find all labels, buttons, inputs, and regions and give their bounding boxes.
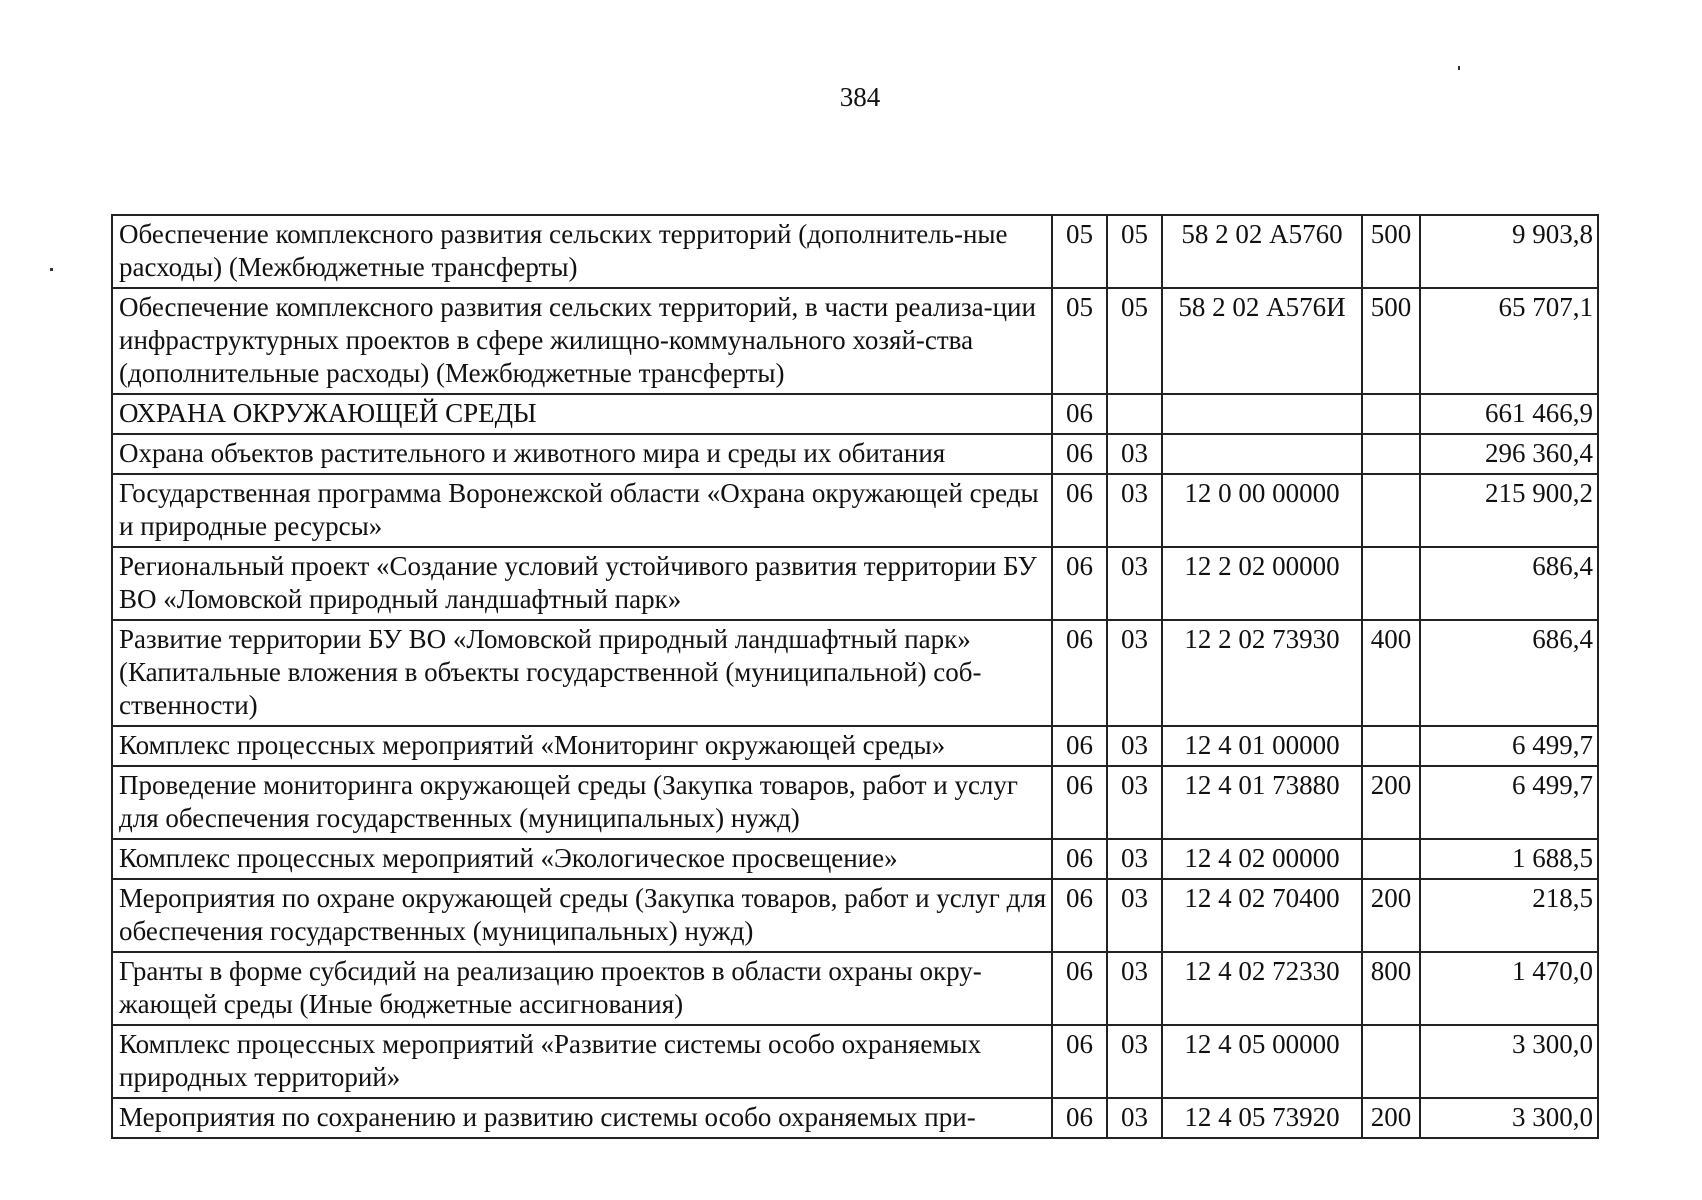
- section-code-cell: 06: [1052, 394, 1107, 434]
- target-article-cell: 12 4 02 72330: [1162, 952, 1362, 1025]
- subsection-code-cell: 03: [1107, 620, 1162, 726]
- row-name-cell: Комплекс процессных мероприятий «Мониторинг окружающей среды»: [112, 726, 1052, 766]
- table-row: [112, 1025, 1598, 1098]
- amount-cell: 65 707,1: [1420, 288, 1598, 394]
- subsection-code-cell: 03: [1107, 1098, 1162, 1138]
- section-code-cell: 06: [1052, 726, 1107, 766]
- subsection-code-cell: 03: [1107, 1025, 1162, 1098]
- amount-cell: 1 688,5: [1420, 839, 1598, 879]
- amount-cell: 3 300,0: [1420, 1025, 1598, 1098]
- section-code-cell: 05: [1052, 288, 1107, 394]
- table-row: [112, 839, 1598, 879]
- section-code-cell: 06: [1052, 952, 1107, 1025]
- expense-type-cell: [1362, 474, 1420, 547]
- row-name-cell: Обеспечение комплексного развития сельских территорий (дополнитель-ные расходы) (Межбюджетные трансферты): [112, 215, 1052, 288]
- expense-type-cell: 500: [1362, 215, 1420, 288]
- amount-cell: 296 360,4: [1420, 434, 1598, 474]
- row-name-cell: Региональный проект «Создание условий устойчивого развития территории БУ ВО «Ломовской природный ландшафтный парк»: [112, 547, 1052, 620]
- expense-type-cell: 200: [1362, 1098, 1420, 1138]
- table-row: [112, 766, 1598, 839]
- table-row: [112, 288, 1598, 394]
- target-article-cell: 12 4 01 73880: [1162, 766, 1362, 839]
- expense-type-cell: [1362, 1025, 1420, 1098]
- row-name-cell: Развитие территории БУ ВО «Ломовской природный ландшафтный парк» (Капитальные вложения в объекты государственной (муниципальной) соб-ственности): [112, 620, 1052, 726]
- row-name-cell: Государственная программа Воронежской области «Охрана окружающей среды и природные ресурсы»: [112, 474, 1052, 547]
- row-name-cell: Комплекс процессных мероприятий «Развитие системы особо охраняемых природных территорий»: [112, 1025, 1052, 1098]
- subsection-code-cell: 03: [1107, 952, 1162, 1025]
- subsection-code-cell: 03: [1107, 434, 1162, 474]
- subsection-code-cell: 05: [1107, 215, 1162, 288]
- row-name-cell: Комплекс процессных мероприятий «Экологическое просвещение»: [112, 839, 1052, 879]
- table-row: [112, 879, 1598, 952]
- budget-table-body: [112, 215, 1598, 1138]
- table-row: [112, 726, 1598, 766]
- subsection-code-cell: 03: [1107, 726, 1162, 766]
- expense-type-cell: [1362, 839, 1420, 879]
- expense-type-cell: [1362, 726, 1420, 766]
- target-article-cell: 12 4 05 73920: [1162, 1098, 1362, 1138]
- section-code-cell: 06: [1052, 839, 1107, 879]
- amount-cell: 215 900,2: [1420, 474, 1598, 547]
- expense-type-cell: 800: [1362, 952, 1420, 1025]
- target-article-cell: 12 4 05 00000: [1162, 1025, 1362, 1098]
- target-article-cell: 12 2 02 73930: [1162, 620, 1362, 726]
- target-article-cell: 58 2 02 А576И: [1162, 288, 1362, 394]
- target-article-cell: 58 2 02 А5760: [1162, 215, 1362, 288]
- amount-cell: 686,4: [1420, 620, 1598, 726]
- scan-speck: [50, 268, 53, 271]
- table-row: [112, 1098, 1598, 1138]
- page-number: 384: [839, 82, 881, 112]
- target-article-cell: 12 4 02 70400: [1162, 879, 1362, 952]
- section-code-cell: 06: [1052, 879, 1107, 952]
- subsection-code-cell: 03: [1107, 766, 1162, 839]
- subsection-code-cell: 03: [1107, 547, 1162, 620]
- section-code-cell: 05: [1052, 215, 1107, 288]
- target-article-cell: 12 4 02 00000: [1162, 839, 1362, 879]
- subsection-code-cell: 05: [1107, 288, 1162, 394]
- amount-cell: 9 903,8: [1420, 215, 1598, 288]
- section-code-cell: 06: [1052, 766, 1107, 839]
- section-code-cell: 06: [1052, 1098, 1107, 1138]
- row-name-cell: Мероприятия по сохранению и развитию системы особо охраняемых при-: [112, 1098, 1052, 1138]
- expense-type-cell: [1362, 394, 1420, 434]
- target-article-cell: 12 2 02 00000: [1162, 547, 1362, 620]
- amount-cell: 3 300,0: [1420, 1098, 1598, 1138]
- row-name-cell: Охрана объектов растительного и животного мира и среды их обитания: [112, 434, 1052, 474]
- expense-type-cell: [1362, 434, 1420, 474]
- section-code-cell: 06: [1052, 620, 1107, 726]
- table-row: [112, 547, 1598, 620]
- subsection-code-cell: 03: [1107, 839, 1162, 879]
- row-name-cell: Гранты в форме субсидий на реализацию проектов в области охраны окру-жающей среды (Иные бюджетные ассигнования): [112, 952, 1052, 1025]
- row-name-cell: ОХРАНА ОКРУЖАЮЩЕЙ СРЕДЫ: [112, 394, 1052, 434]
- subsection-code-cell: [1107, 394, 1162, 434]
- table-row: [112, 394, 1598, 434]
- table-row: [112, 952, 1598, 1025]
- target-article-cell: [1162, 434, 1362, 474]
- amount-cell: 1 470,0: [1420, 952, 1598, 1025]
- subsection-code-cell: 03: [1107, 879, 1162, 952]
- expense-type-cell: 200: [1362, 766, 1420, 839]
- target-article-cell: 12 0 00 00000: [1162, 474, 1362, 547]
- expense-type-cell: 500: [1362, 288, 1420, 394]
- target-article-cell: [1162, 394, 1362, 434]
- section-code-cell: 06: [1052, 1025, 1107, 1098]
- section-code-cell: 06: [1052, 547, 1107, 620]
- expense-type-cell: 400: [1362, 620, 1420, 726]
- section-code-cell: 06: [1052, 474, 1107, 547]
- table-row: [112, 474, 1598, 547]
- table-row: [112, 434, 1598, 474]
- amount-cell: 6 499,7: [1420, 766, 1598, 839]
- amount-cell: 686,4: [1420, 547, 1598, 620]
- amount-cell: 661 466,9: [1420, 394, 1598, 434]
- target-article-cell: 12 4 01 00000: [1162, 726, 1362, 766]
- table-row: [112, 620, 1598, 726]
- row-name-cell: Проведение мониторинга окружающей среды (Закупка товаров, работ и услуг для обеспечения государственных (муниципальных) нужд): [112, 766, 1052, 839]
- scan-speck: [1458, 66, 1460, 70]
- row-name-cell: Обеспечение комплексного развития сельских территорий, в части реализа-ции инфраструктурных проектов в сфере жилищно-коммунального хозяй-ства (дополнительные расходы) (Межбюджетные трансферты): [112, 288, 1052, 394]
- amount-cell: 218,5: [1420, 879, 1598, 952]
- table-row: [112, 215, 1598, 288]
- amount-cell: 6 499,7: [1420, 726, 1598, 766]
- expense-type-cell: [1362, 547, 1420, 620]
- expense-type-cell: 200: [1362, 879, 1420, 952]
- budget-table: [111, 214, 1599, 1139]
- section-code-cell: 06: [1052, 434, 1107, 474]
- row-name-cell: Мероприятия по охране окружающей среды (Закупка товаров, работ и услуг для обеспечения государственных (муниципальных) нужд): [112, 879, 1052, 952]
- subsection-code-cell: 03: [1107, 474, 1162, 547]
